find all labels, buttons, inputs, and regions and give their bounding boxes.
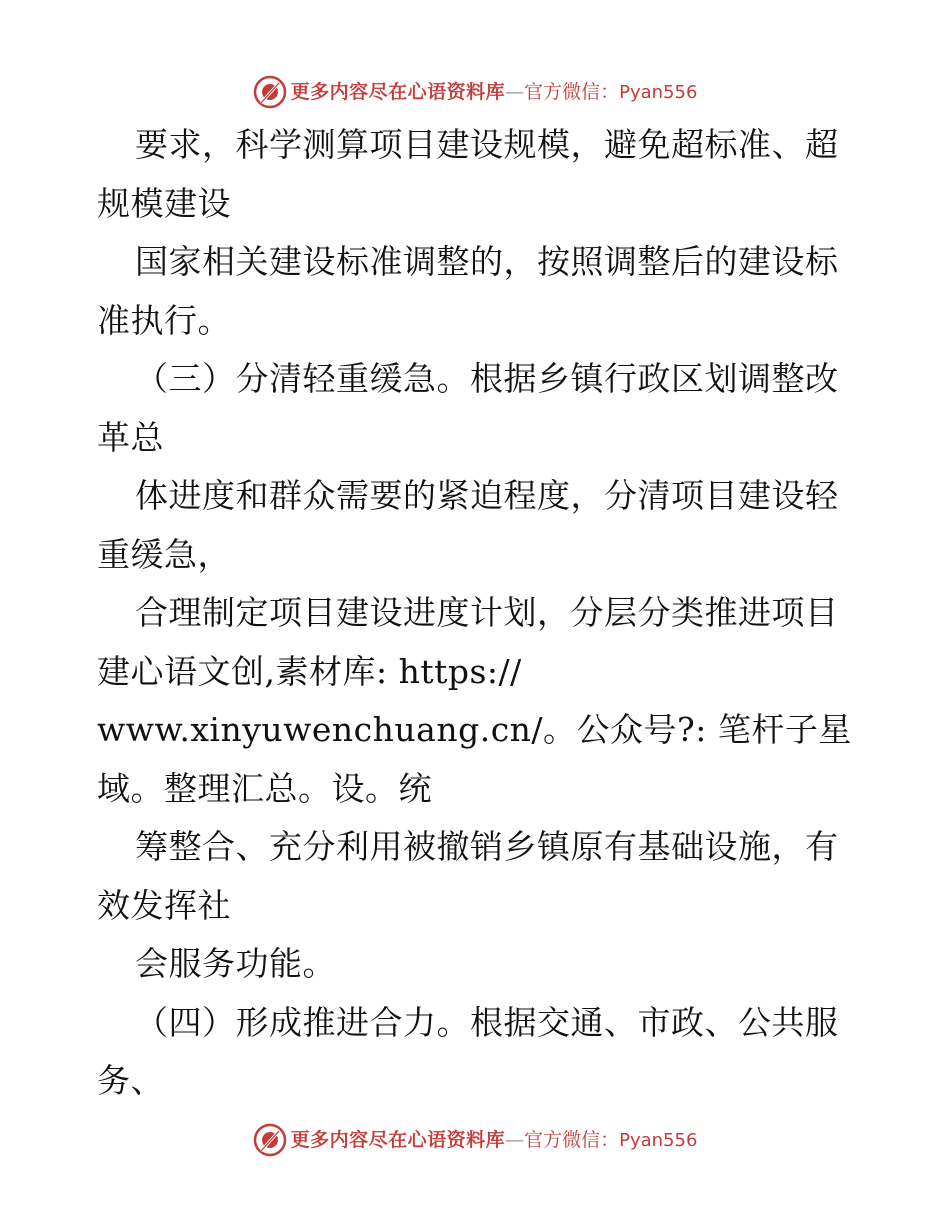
banner-wechat-label: 官方微信： bbox=[524, 80, 620, 103]
banner-title: 更多内容尽在心语资料库 bbox=[290, 1128, 506, 1151]
text-line: 建心语文创,素材库: https:// bbox=[97, 651, 522, 691]
text-line: 效发挥社 bbox=[97, 885, 231, 925]
banner-dash: — bbox=[505, 1128, 525, 1151]
text-line: 国家相关建设标准调整的，按照调整后的建设标 bbox=[135, 242, 839, 281]
banner-wechat-label: 官方微信： bbox=[524, 1128, 620, 1151]
pen-logo-icon bbox=[253, 1123, 287, 1157]
text-line: （三）分清轻重缓急。根据乡镇行政区划调整改 bbox=[135, 359, 839, 398]
footer-banner bbox=[0, 1120, 950, 1160]
footer-banner-text bbox=[291, 1123, 698, 1158]
text-line: 规模建设 bbox=[97, 183, 231, 223]
banner-wechat-id: Pyan556 bbox=[619, 1129, 698, 1151]
text-line: 会服务功能。 bbox=[135, 944, 336, 983]
text-line: 重缓急， bbox=[97, 534, 231, 574]
banner-title: 更多内容尽在心语资料库 bbox=[290, 80, 506, 103]
text-line: 合理制定项目建设进度计划，分层分类推进项目 bbox=[135, 593, 839, 632]
text-line: 务、 bbox=[97, 1061, 164, 1100]
header-banner-text bbox=[291, 75, 698, 110]
text-line: （四）形成推进合力。根据交通、市政、公共服 bbox=[135, 1002, 839, 1042]
banner-dash: — bbox=[505, 80, 525, 103]
text-line: 筹整合、充分利用被撤销乡镇原有基础设施，有 bbox=[135, 827, 839, 866]
text-line: 要求，科学测算项目建设规模，避免超标准、超 bbox=[135, 125, 839, 164]
header-banner bbox=[0, 72, 950, 112]
document-body bbox=[97, 116, 857, 1111]
text-line: 准执行。 bbox=[97, 300, 231, 340]
text-line: 革总 bbox=[97, 417, 164, 457]
text-line: 体进度和群众需要的紧迫程度，分清项目建设轻 bbox=[135, 476, 839, 515]
pen-logo-icon bbox=[253, 75, 287, 109]
text-line: www.xinyuwenchuang.cn/。公众号?: 笔杆子星 bbox=[97, 710, 852, 749]
text-line: 域。整理汇总。设。统 bbox=[97, 768, 432, 808]
banner-wechat-id: Pyan556 bbox=[619, 81, 698, 103]
